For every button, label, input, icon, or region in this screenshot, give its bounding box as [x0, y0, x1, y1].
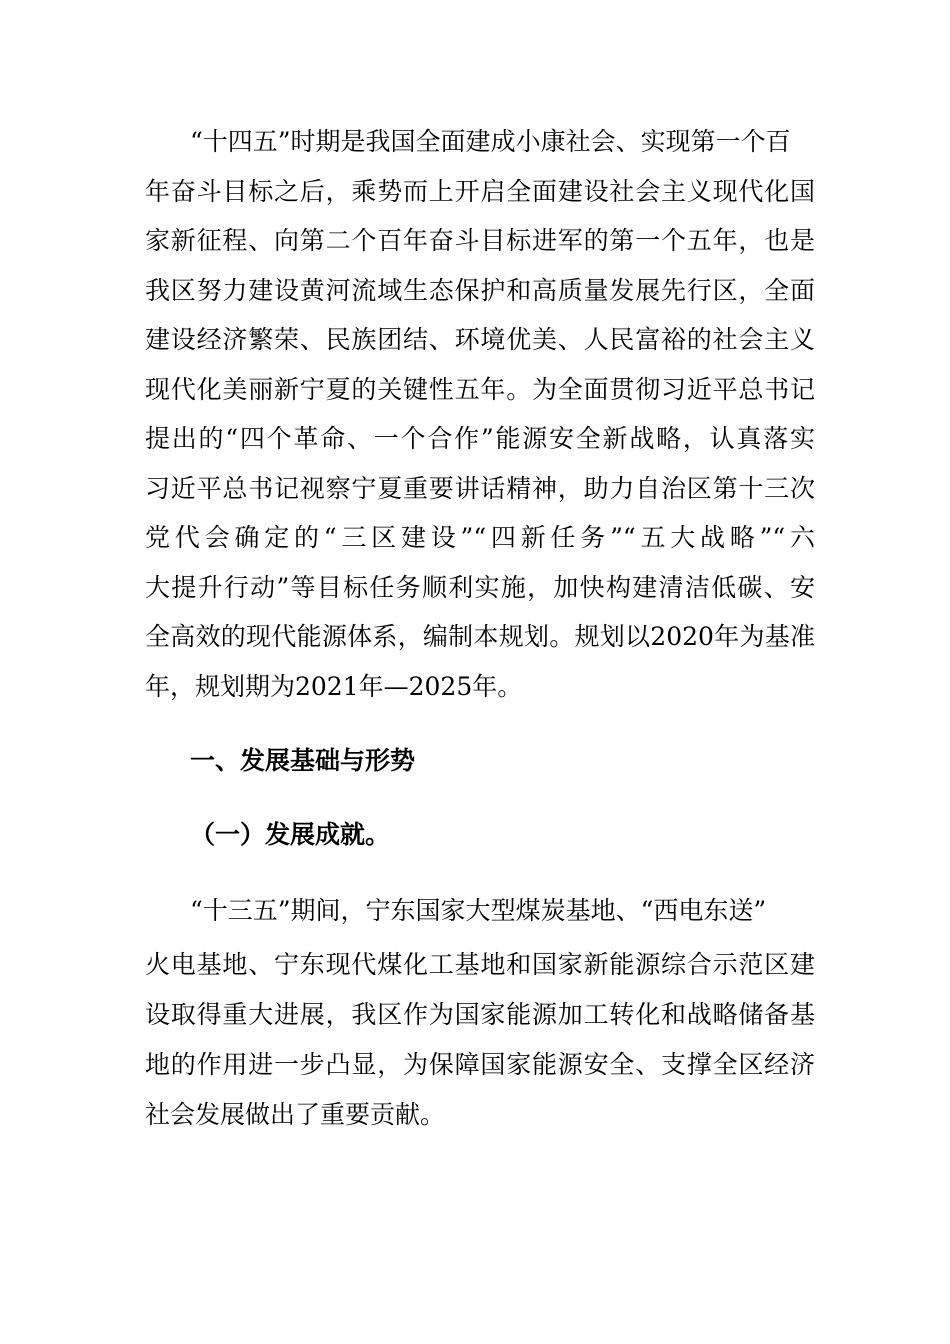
paragraph-line: 火电基地、宁东现代煤化工基地和国家新能源综合示范区建	[145, 950, 815, 979]
paragraph-line: 提出的“四个革命、一个合作”能源安全新战略，认真落实	[145, 424, 815, 453]
paragraph-line: 党代会确定的“三区建设”“四新任务”“五大战略”“六	[145, 523, 815, 552]
paragraph-line: 地的作用进一步凸显，为保障国家能源安全、支撑全区经济	[145, 1050, 815, 1079]
paragraph-line: “十三五”期间，宁东国家大型煤炭基地、“西电东送”	[190, 896, 767, 925]
paragraph-line: “十四五”时期是我国全面建成小康社会、实现第一个百	[190, 127, 791, 156]
paragraph-line: 设取得重大进展，我区作为国家能源加工转化和战略储备基	[145, 1000, 815, 1029]
paragraph-line: 社会发展做出了重要贡献。	[145, 1100, 446, 1129]
paragraph-line: 年，规划期为2021年—2025年。	[145, 672, 523, 701]
paragraph-line: 家新征程、向第二个百年奋斗目标进军的第一个五年，也是	[145, 226, 815, 255]
paragraph-line: 全高效的现代能源体系，编制本规划。规划以2020年为基准	[145, 622, 815, 651]
section-heading: 一、发展基础与形势	[190, 746, 416, 775]
paragraph-line: 大提升行动”等目标任务顺利实施，加快构建清洁低碳、安	[145, 573, 815, 602]
paragraph-line: 建设经济繁荣、民族团结、环境优美、人民富裕的社会主义	[145, 325, 815, 354]
paragraph-line: 我区努力建设黄河流域生态保护和高质量发展先行区，全面	[145, 276, 815, 305]
paragraph-line: 现代化美丽新宁夏的关键性五年。为全面贯彻习近平总书记	[145, 375, 815, 404]
paragraph-line: 年奋斗目标之后，乘势而上开启全面建设社会主义现代化国	[145, 177, 815, 206]
subsection-heading: （一）发展成就。	[190, 820, 391, 849]
paragraph-line: 习近平总书记视察宁夏重要讲话精神，助力自治区第十三次	[145, 474, 815, 503]
